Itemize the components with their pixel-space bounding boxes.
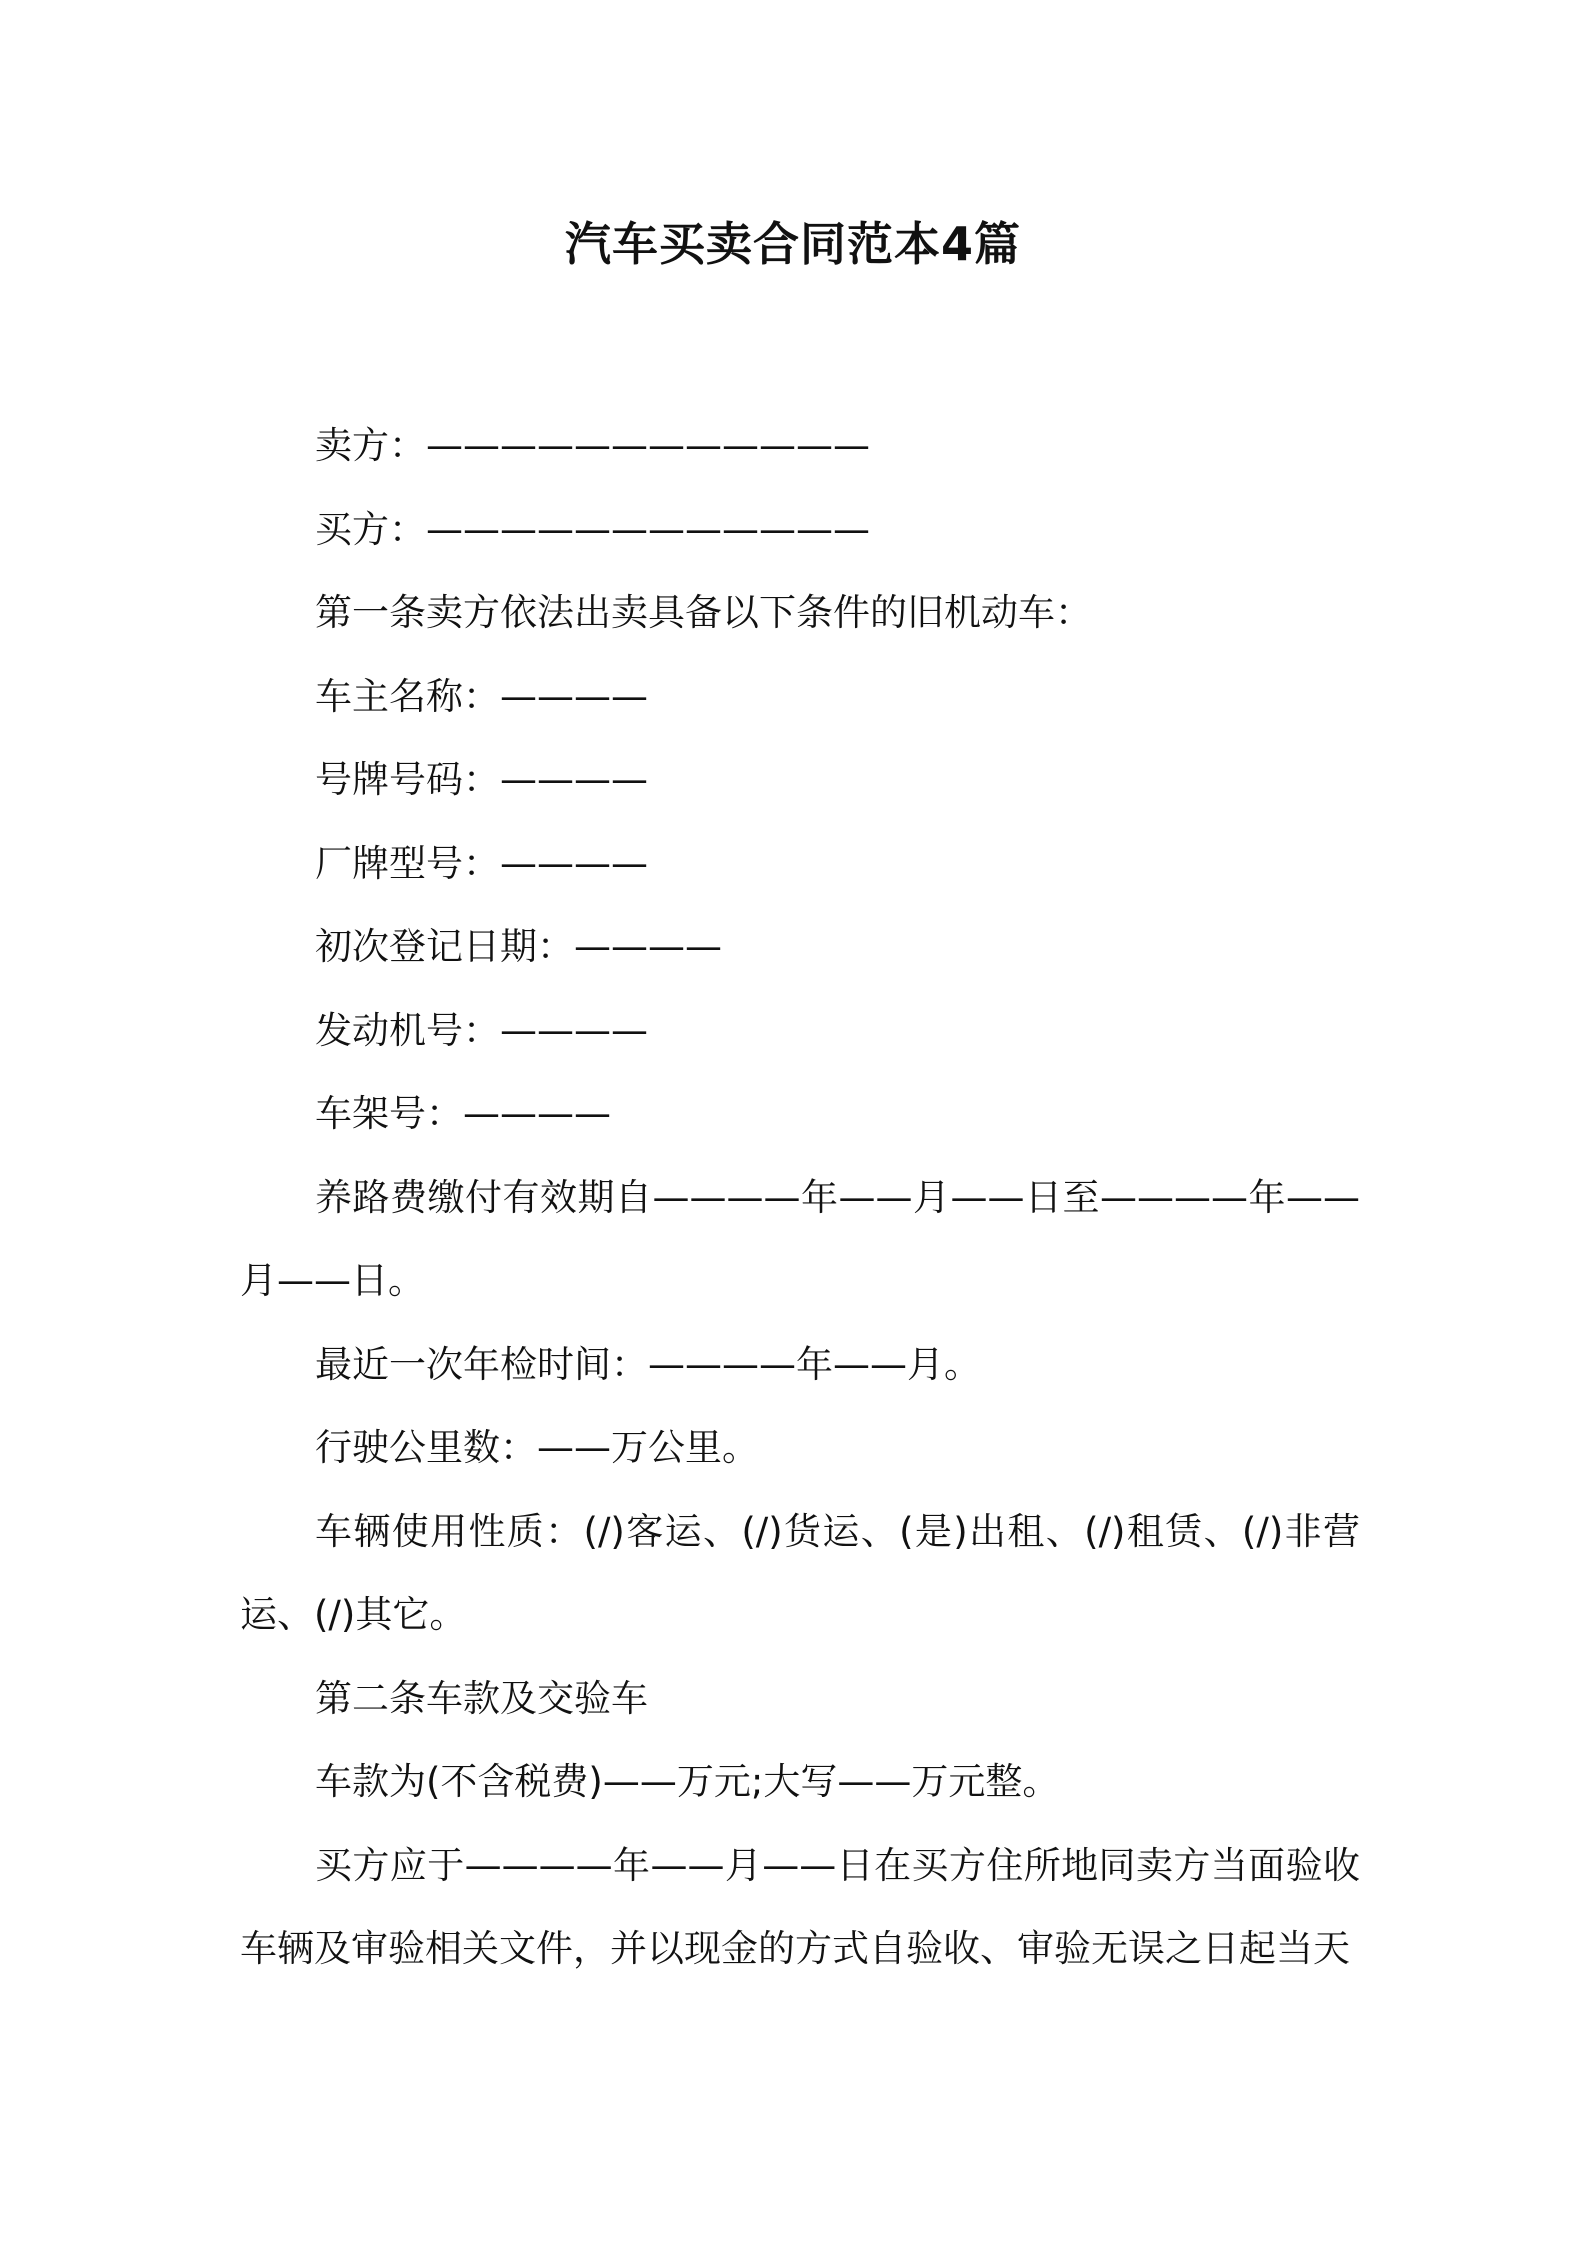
paragraph-seller: 卖方：———————————— <box>315 424 870 467</box>
paragraph-brand-model: 厂牌型号：———— <box>315 841 648 885</box>
paragraph-article-1: 第一条卖方依法出卖具备以下条件的旧机动车： <box>315 591 1092 634</box>
paragraph-first-registration: 初次登记日期：———— <box>315 925 722 968</box>
paragraph-frame-number: 车架号：———— <box>315 1092 611 1135</box>
paragraph-owner-name: 车主名称：———— <box>315 674 648 718</box>
paragraph-mileage: 行驶公里数：——万公里。 <box>315 1426 759 1469</box>
paragraph-delivery: 买方应于————年——月——日在买方住所地同卖方当面验收车辆及审验相关文件，并以现金的方式自验收、审验无误之日起当天 <box>240 1843 1360 1970</box>
paragraph-price: 车款为(不含税费)——万元;大写——万元整。 <box>315 1760 1060 1803</box>
document-body <box>240 404 1360 1991</box>
paragraph-engine-number: 发动机号：———— <box>315 1008 648 1052</box>
paragraph-usage-type: 车辆使用性质：(/)客运、(/)货运、(是)出租、(/)租赁、(/)非营运、(/)其它。 <box>240 1509 1360 1636</box>
paragraph-plate-number: 号牌号码：———— <box>315 758 648 801</box>
paragraph-road-fee: 养路费缴付有效期自————年——月——日至————年——月——日。 <box>240 1175 1360 1302</box>
paragraph-annual-inspection: 最近一次年检时间：————年——月。 <box>315 1342 981 1386</box>
document-title: 汽车买卖合同范本4篇 <box>564 217 1021 271</box>
paragraph-article-2: 第二条车款及交验车 <box>315 1676 648 1720</box>
paragraph-buyer: 买方：———————————— <box>315 507 870 551</box>
